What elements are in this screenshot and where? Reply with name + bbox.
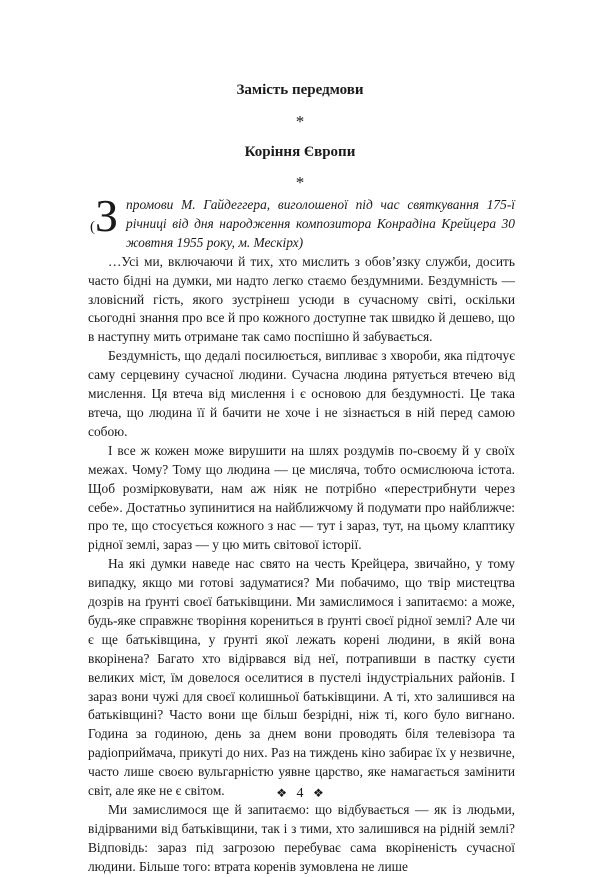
separator-star: * <box>295 173 305 192</box>
chapter-title: Коріння Європи <box>244 144 356 160</box>
paragraph: І все ж кожен може вирушити на шлях роздумів по-своєму й у своїх межах. Чому? Тому що людина — це мисляча, тобто осмислююча істота. Щоб розмірковувати, нам аж ніяк не потрібно «перестрибнути через себе». Достатньо зупинитися на найближчому й подумати про найближче: про те, що стосується кожного з нас — тут і зараз, тут, на цьому клаптику рідної землі, зараз — у цю мить світової історії. <box>88 442 515 553</box>
paragraph: Бездумність, що дедалі посилюється, випливає з хвороби, яка підточує саму серцевину сучасної людини. Сучасна людина рятується втечею від мислення. Ця втеча від мислення і є основою для бездумності. Це така втеча, що людина її й бачити не хоче і не зізнається в ній перед самою собою. <box>88 348 515 439</box>
drop-cap: З <box>95 190 119 241</box>
paragraph: На які думки наведе нас свято на честь Крейцера, звичайно, у тому випадку, якщо ми готові задуматися? Ми побачимо, що твір мистецтва дозрів на ґрунті своєї батьківщини. Ми замислимося і запитаємо: а може, будь-яке справжнє творіння корениться в ґрунті своєї рідної землі? Але чи є ще батьківщина, у ґрунті якої лежать корені людини, в якій вона вкорінена? Багато хто відірвався від неї, потрапивши в пастку суєти великих міст, їм довелося оселитися в пустелі індустріальних районів. І зараз вони чужі для своєї колишньої батьківщини. А ті, хто залишився на батьківщині? Часто вони ще більш безрідні, ніж ті, кого було вигнано. Година за годиною, день за днем вони проводять біля телевізора та радіоприймача, прикуті до них. Раз на тиждень кіно забирає їх у незвичне, часто лише своєю вульгарністю уявне царство, яке намагається замінити світ, але яке не є світом. <box>88 556 515 799</box>
epigraph-text: промови М. Гайдеггера, виголошеної під час святкування 175-ї річниці від дня народження композитора Конрадіна Крейцера 30 жовтня 1955 року, м. Мескірх) <box>126 197 515 250</box>
page-footer <box>0 786 600 802</box>
paragraph: …Усі ми, включаючи й тих, хто мислить з обов’язку служби, досить часто бідні на думки, ми надто легко стаємо бездумними. Бездумність — зловісний гість, якого зустрінеш усюди в сучасному світі, оскільки сьогодні знання про все й про кожного доступне так швидко й дешево, що в наступну мить отримане так само поспішно й забувається. <box>88 253 515 345</box>
page-number: 4 <box>296 786 304 801</box>
text-body <box>88 190 515 877</box>
epigraph-open-paren: ( <box>90 219 95 235</box>
paragraph: Ми замислимося ще й запитаємо: що відбувається — як із людьми, відірваними від батьківщини, так і з тими, хто залишився на рідній землі? Відповідь: зараз під загрозою перебуває сама вкоріненість сучасної людини. Більше того: втрата коренів зумовлена не лише <box>88 802 515 874</box>
ornament-icon: ❖ <box>276 786 287 800</box>
page-title: Замість передмови <box>236 82 364 98</box>
drop-cap-group <box>90 190 119 245</box>
ornament-icon: ❖ <box>313 786 324 800</box>
epigraph <box>88 190 515 253</box>
separator-star: * <box>295 112 305 131</box>
